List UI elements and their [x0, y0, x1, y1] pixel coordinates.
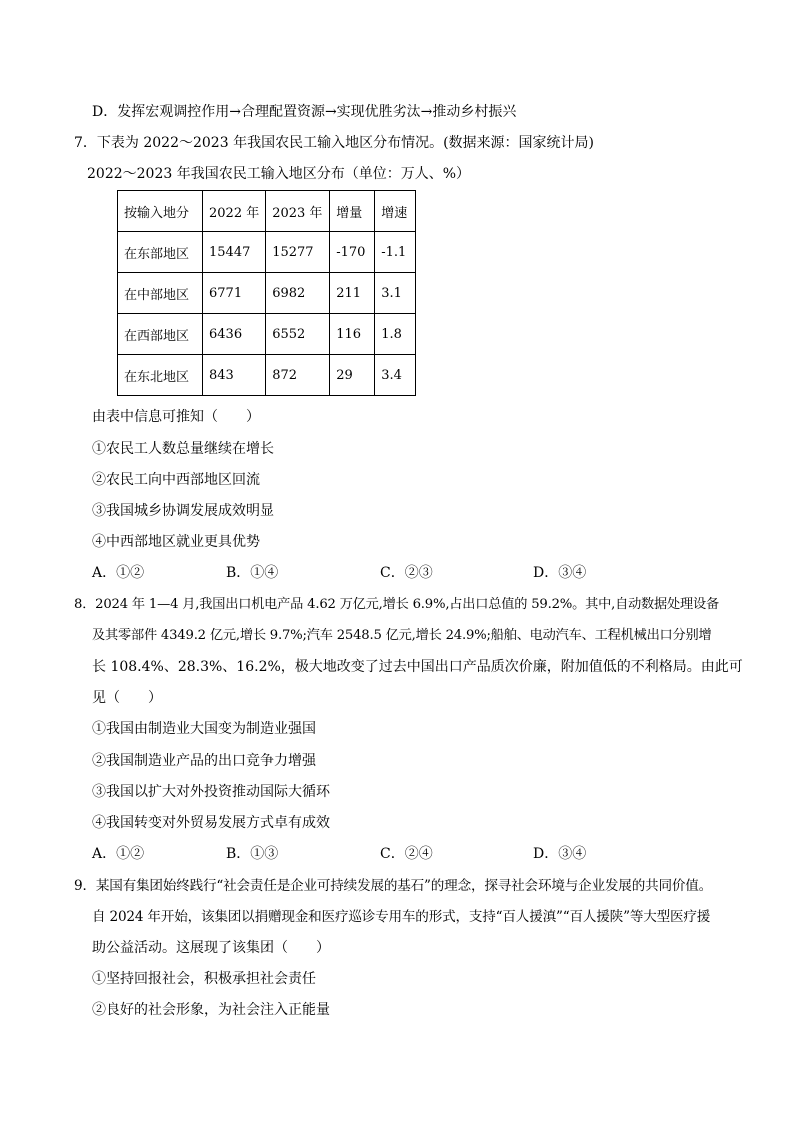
- q7-option-d[interactable]: D．③④: [533, 565, 587, 581]
- q8-line-1: 8．2024 年 1—4 月,我国出口机电产品 4.62 万亿元,增长 6.9%,占出口总值的 59.2%。其中,自动数据处理设备: [74, 597, 719, 612]
- table-cell: 在西部地区: [118, 314, 203, 355]
- q9-item-2: ②良好的社会形象，为社会注入正能量: [92, 1002, 330, 1018]
- q7-option-b[interactable]: B．①④: [226, 565, 279, 581]
- table-row: [118, 273, 416, 314]
- q8-item-2: ②我国制造业产品的出口竞争力增强: [92, 753, 316, 769]
- table-header-cell: 2022 年: [203, 191, 266, 232]
- table-header-cell: 按输入地分: [118, 191, 203, 232]
- q6-option-d: D．发挥宏观调控作用→合理配置资源→实现优胜劣汰→推动乡村振兴: [92, 104, 517, 120]
- q8-option-c[interactable]: C．②④: [380, 846, 433, 862]
- q7-table-title: 2022～2023 年我国农民工输入地区分布（单位：万人、%）: [87, 166, 471, 182]
- q8-line-4: 见（ ）: [92, 690, 162, 706]
- table-cell: 15277: [266, 232, 330, 273]
- q7-item-4: ④中西部地区就业更具优势: [92, 534, 260, 550]
- q7-data-table: [117, 190, 416, 396]
- q8-item-4: ④我国转变对外贸易发展方式卓有成效: [92, 815, 330, 831]
- table-cell: 3.4: [375, 355, 416, 396]
- q9-line-2: 自 2024 年开始，该集团以捐赠现金和医疗巡诊专用车的形式，支持“百人援滇”“百人援陕”等大型医疗援: [92, 909, 711, 925]
- table-cell: 6436: [203, 314, 266, 355]
- table-cell: 15447: [203, 232, 266, 273]
- table-cell: 872: [266, 355, 330, 396]
- q9-line-1: 9．某国有集团始终践行“社会责任是企业可持续发展的基石”的理念，探寻社会环境与企业发展的共同价值。: [74, 878, 713, 894]
- q7-option-a[interactable]: A．①②: [92, 565, 145, 581]
- table-cell: 116: [330, 314, 375, 355]
- table-cell: 6982: [266, 273, 330, 314]
- table-header-row: [118, 191, 416, 232]
- table-header-cell: 2023 年: [266, 191, 330, 232]
- table-cell: 6771: [203, 273, 266, 314]
- q7-option-c[interactable]: C．②③: [380, 565, 433, 581]
- q9-item-1: ①坚持回报社会，积极承担社会责任: [92, 971, 316, 987]
- table-header-cell: 增量: [330, 191, 375, 232]
- table-cell: 1.8: [375, 314, 416, 355]
- table-cell: 211: [330, 273, 375, 314]
- q9-line-3: 助公益活动。这展现了该集团（ ）: [92, 940, 330, 956]
- q8-item-1: ①我国由制造业大国变为制造业强国: [92, 721, 316, 737]
- q7-item-3: ③我国城乡协调发展成效明显: [92, 503, 274, 519]
- table-cell: 在东北地区: [118, 355, 203, 396]
- table-cell: 843: [203, 355, 266, 396]
- table-cell: 29: [330, 355, 375, 396]
- q7-prompt: 由表中信息可推知（ ）: [92, 409, 260, 425]
- table-row: [118, 314, 416, 355]
- table-cell: -170: [330, 232, 375, 273]
- table-row: [118, 355, 416, 396]
- q8-line-3: 长 108.4%、28.3%、16.2%，极大地改变了过去中国出口产品质次价廉，附加值低的不利格局。由此可: [92, 659, 743, 675]
- q7-item-1: ①农民工人数总量继续在增长: [92, 441, 274, 457]
- q8-line-2: 及其零部件 4349.2 亿元,增长 9.7%;汽车 2548.5 亿元,增长 24.9%;船舶、电动汽车、工程机械出口分别增: [92, 628, 712, 643]
- table-cell: 在东部地区: [118, 232, 203, 273]
- table-header-cell: 增速: [375, 191, 416, 232]
- q7-stem: 7．下表为 2022～2023 年我国农民工输入地区分布情况。(数据来源：国家统计局): [74, 135, 594, 151]
- table-cell: 在中部地区: [118, 273, 203, 314]
- q8-option-d[interactable]: D．③④: [533, 846, 587, 862]
- q8-option-b[interactable]: B．①③: [226, 846, 279, 862]
- table-cell: -1.1: [375, 232, 416, 273]
- q7-item-2: ②农民工向中西部地区回流: [92, 472, 260, 488]
- table-cell: 3.1: [375, 273, 416, 314]
- table-row: [118, 232, 416, 273]
- q8-option-a[interactable]: A．①②: [92, 846, 145, 862]
- table-cell: 6552: [266, 314, 330, 355]
- q8-item-3: ③我国以扩大对外投资推动国际大循环: [92, 784, 330, 800]
